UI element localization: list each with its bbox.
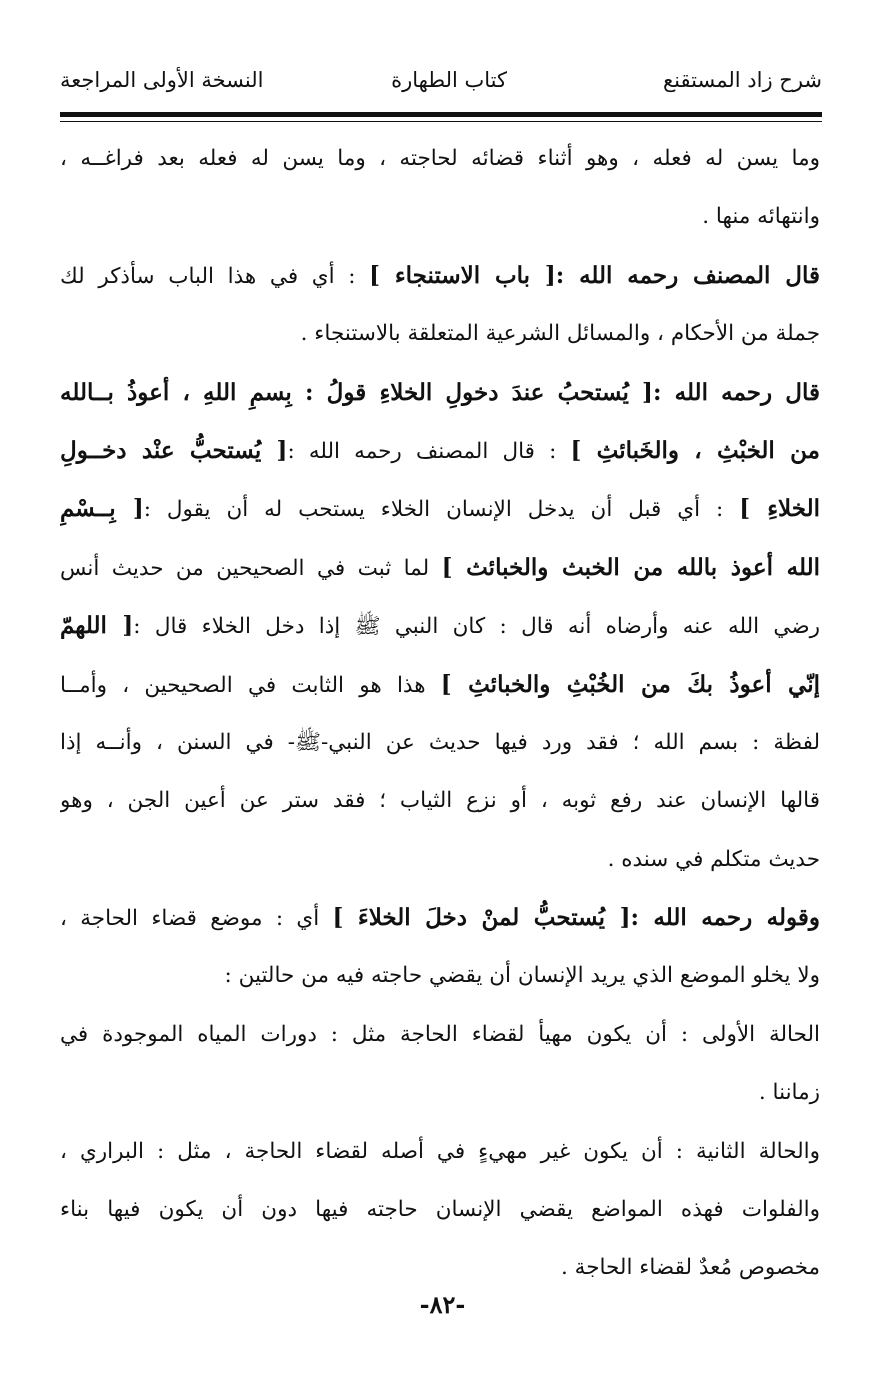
header-chapter: كتاب الطهارة	[391, 68, 507, 92]
text-segment: والحالة الثانية : أن يكون غير مهيءٍ في أصله لقضاء الحاجة ، مثل : البراري ،	[60, 1138, 820, 1164]
text-line	[60, 364, 820, 422]
text-segment: والفلوات فهذه المواضع يقضي الإنسان حاجته فيها دون أن يكون فيها بناء	[60, 1197, 820, 1223]
text-segment: أي : موضع قضاء الحاجة ،	[60, 906, 333, 932]
text-line	[60, 714, 820, 772]
bold-text-segment: إنّي أعوذُ بكَ من الخُبْثِ والخبائثِ ]	[440, 670, 820, 698]
text-line	[60, 656, 820, 714]
bold-text-segment: قال المصنف رحمه الله :	[555, 261, 820, 289]
text-line	[60, 772, 820, 830]
bold-text-segment: [ باب الاستنجاء ]	[369, 261, 556, 289]
text-line	[60, 1064, 820, 1122]
text-segment: هذا هو الثابت في الصحيحين ، وأمــا	[60, 672, 441, 698]
text-segment: : أي قبل أن يدخل الإنسان الخلاء يستحب له أن يقول :	[143, 497, 740, 523]
text-segment: : قال المصنف رحمه الله :	[287, 438, 571, 464]
bold-text-segment: وقوله رحمه الله :[ يُستحبُّ لمنْ دخلَ الخلاءَ ]	[332, 904, 820, 932]
text-line	[60, 247, 820, 305]
text-segment: حديث متكلم في سنده .	[607, 846, 820, 872]
bold-text-segment: من الخبْثِ ، والخَبائثِ ]	[570, 436, 820, 464]
header-rule-thin	[60, 121, 822, 122]
text-line	[60, 130, 820, 188]
body-text	[60, 130, 820, 1298]
text-segment: الحالة الأولى : أن يكون مهيأ لقضاء الحاجة مثل : دورات المياه الموجودة في	[60, 1021, 820, 1047]
text-segment: رضي الله عنه وأرضاه أنه قال : كان النبي ﷺ إذا دخل الخلاء قال :	[133, 614, 820, 640]
page-number: -٨٢-	[419, 1290, 466, 1319]
text-line	[60, 1006, 820, 1064]
text-segment: زماننا .	[758, 1080, 820, 1106]
bold-text-segment: [ يُستحبُّ عنْد دخــولِ	[60, 436, 288, 464]
header-edition: النسخة الأولى المراجعة	[60, 68, 264, 92]
header-book-title: شرح زاد المستقنع	[663, 68, 822, 92]
text-segment: : أي في هذا الباب سأذكر لك	[60, 263, 370, 289]
text-line	[60, 1181, 820, 1239]
text-segment: وما يسن له فعله ، وهو أثناء قضائه لحاجته ، وما يسن له فعله بعد فراغــه ،	[60, 146, 820, 171]
bold-text-segment: [ اللهمّ	[60, 612, 134, 640]
text-segment: قالها الإنسان عند رفع ثوبه ، أو نزع الثياب ؛ فقد ستر عن أعين الجن ، وهو	[60, 788, 820, 814]
running-header	[60, 64, 822, 104]
text-line	[60, 597, 820, 655]
text-line	[60, 1123, 820, 1181]
text-segment: لما ثبت في الصحيحين من حديث أنس	[60, 555, 442, 581]
bold-text-segment: [ بِــسْمِ	[60, 495, 144, 523]
text-segment: ولا يخلو الموضع الذي يريد الإنسان أن يقضي حاجته فيه من حالتين :	[224, 963, 820, 989]
text-line	[60, 889, 820, 947]
text-line	[60, 188, 820, 246]
header-rule-thick	[60, 112, 822, 117]
bold-text-segment: قال رحمه الله :[ يُستحبُ عندَ دخولِ الخلاءِ قولُ : بِسمِ اللهِ ، أعوذُ بــالله	[60, 378, 820, 406]
bold-text-segment: الله أعوذ بالله من الخبث والخبائث ]	[441, 553, 820, 581]
text-segment: وانتهائه منها .	[702, 204, 820, 230]
text-line	[60, 422, 820, 480]
text-line	[60, 305, 820, 363]
text-line	[60, 831, 820, 889]
text-segment: جملة من الأحكام ، والمسائل الشرعية المتعلقة بالاستنجاء .	[300, 321, 820, 347]
text-segment: لفظة : بسم الله ؛ فقد ورد فيها حديث عن النبي-ﷺ- في السنن ، وأنــه إذا	[60, 729, 820, 755]
text-segment: مخصوص مُعدٌ لقضاء الحاجة .	[561, 1255, 820, 1281]
text-line	[60, 947, 820, 1005]
text-line	[60, 539, 820, 597]
text-line	[60, 480, 820, 538]
bold-text-segment: الخلاءِ ]	[739, 495, 820, 523]
